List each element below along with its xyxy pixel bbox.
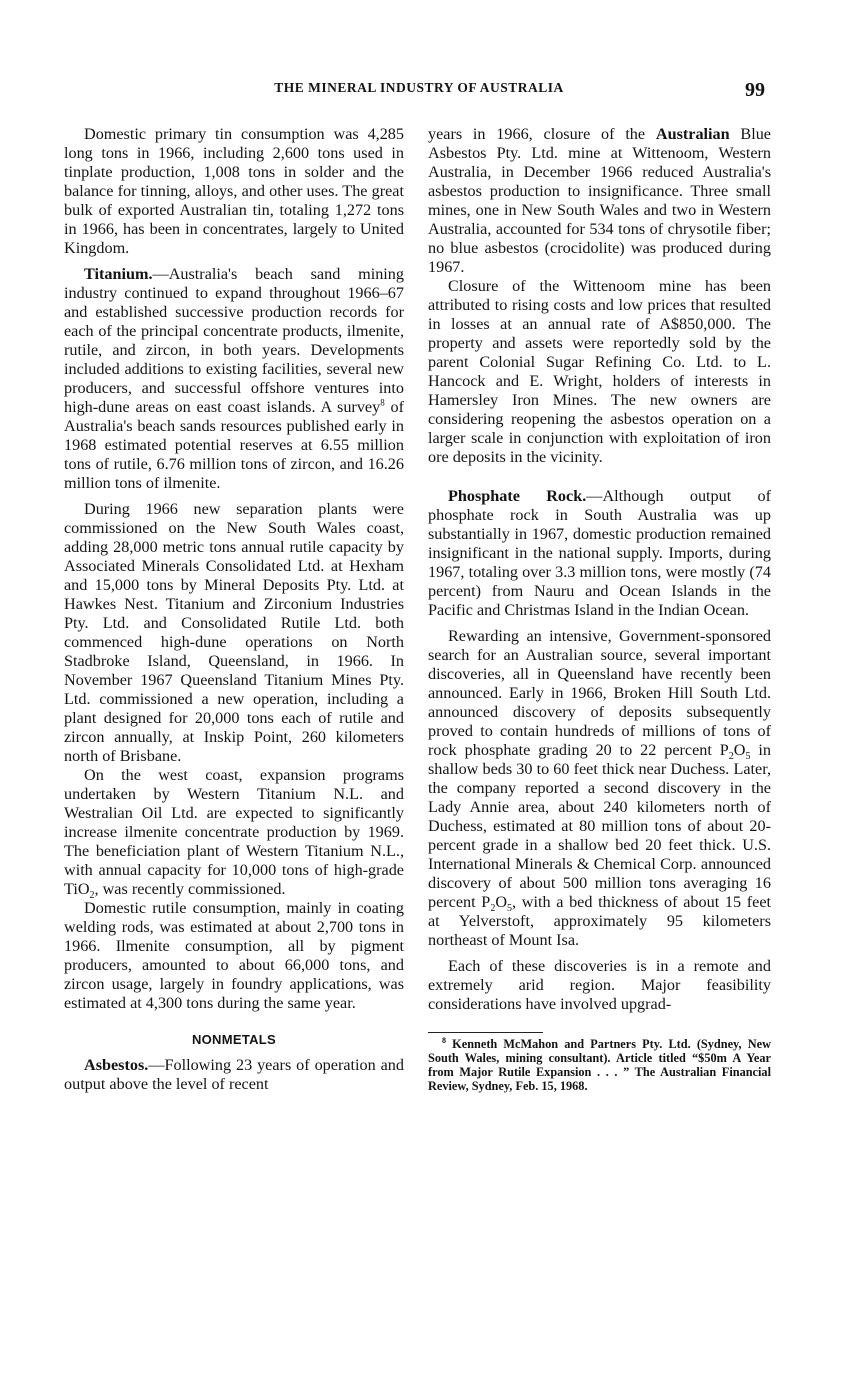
right-column [428,125,771,1093]
paragraph-titanium: Titanium.—Australia's beach sand mining industry continued to expand throughout 1966–67 and established successive production records for each of the principal concentrate products, ilmenite, rutile, and zircon, in both years. Developments included additions to existing facilities, several new producers, and successful offshore ventures into high-dune areas on east coast islands. A survey$^8$ of Australia's beach sands resources published early in 1968 estimated potential reserves at 6.55 million tons of rutile, 6.76 million tons of zircon, and 16.26 million tons of ilmenite. [64,265,404,492]
footnote: $^8$ Kenneth McMahon and Partners Pty. Ltd. (Sydney, New South Wales, mining consultant). Article titled “$50m A Year from Major Rutile Expansion . . . ” The Australian Financial Review, Sydney, Feb. 15, 1968. [428,1035,771,1093]
phosphate-heading: Phosphate Rock. [448,487,587,505]
running-title: THE MINERAL INDUSTRY OF AUSTRALIA [274,80,564,95]
paragraph-asbestos: Asbestos.—Following 23 years of operation and output above the level of recent [64,1056,404,1093]
page-number: 99 [745,79,765,101]
asbestos-heading: Asbestos. [84,1056,149,1074]
paragraph-discoveries: Rewarding an intensive, Government-sponsored search for an Australian source, several important discoveries, all in Queensland have recently been announced. Early in 1966, Broken Hill South Ltd. announced discovery of deposits subsequently proved to contain hundreds of millions of tons of rock phosphate grading 20 to 22 percent $P_2O_5$ in shallow beds 30 to 60 feet thick near Duchess. Later, the company reported a second discovery in the Lady Annie area, about 240 kilometers north of Duchess, estimated at 80 million tons of about 20-percent grade in a shallow bed 20 feet thick. U.S. International Minerals & Chemical Corp. announced discovery of about 500 million tons averaging 16 percent $P_2O_5$, with a bed thickness of about 15 feet at Yelverstoft, approximately 95 kilometers northeast of Mount Isa. [428,627,771,949]
nonmetals-heading: NONMETALS [191,1032,277,1047]
footnote-ref: 8 [380,397,385,408]
paragraph-rutile-consumption: Domestic rutile consumption, mainly in coating welding rods, was estimated at about 2,700 tons in 1966. Ilmenite consumption, all by pigment producers, amounted to about 66,000 tons, and zircon usage, largely in foundry applications, was estimated at 4,300 tons during the same year. [64,899,404,1012]
paragraph-phosphate: Phosphate Rock.—Although output of phosphate rock in South Australia was up substantially in 1967, domestic production remained insignificant in the national supply. Imports, during 1967, totaling over 3.3 million tons, were mostly (74 percent) from Nauru and Ocean Islands in the Pacific and Christmas Island in the Indian Ocean. [428,487,771,619]
paragraph-asbestos-cont: years in 1966, closure of the Australian Blue Asbestos Pty. Ltd. mine at Wittenoom, Western Australia, in December 1966 reduced Australia's asbestos production to insignificance. Three small mines, one in New South Wales and two in Western Australia, accounted for 534 tons of chrysotile fiber; no blue asbestos (crocidolite) was produced during 1967. [428,125,771,276]
paragraph-west-coast: On the west coast, expansion programs undertaken by Western Titanium N.L. and Westralian Oil Ltd. are expected to significantly increase ilmenite concentrate production by 1969. The beneficiation plant of Western Titanium N.L., with annual capacity for 10,000 tons of high-grade TiO$_2$, was recently commissioned. [64,766,404,902]
paragraph-tin-consumption: Domestic primary tin consumption was 4,285 long tons in 1966, including 2,600 tons used in tinplate production, 1,008 tons in solder and the balance for tinning, alloys, and other uses. The great bulk of exported Australian tin, totaling 1,272 tons in 1966, has been in concentrates, largely to United Kingdom. [64,125,404,257]
footnote-divider [428,1032,543,1033]
titanium-heading: Titanium. [84,265,153,283]
paragraph-remote-region: Each of these discoveries is in a remote and extremely arid region. Major feasibility considerations have involved upgrad- [428,957,771,1013]
paragraph-wittenoom: Closure of the Wittenoom mine has been attributed to rising costs and low prices that resulted in losses at an annual rate of A$850,000. The property and assets were reportedly sold by the parent Colonial Sugar Refining Co. Ltd. to L. Hancock and E. Wright, holders of interests in Hamersley Iron Mines. The new owners are considering reopening the asbestos operation on a larger scale in conjunction with exploitation of iron ore deposits in the vicinity. [428,277,771,466]
left-column [64,125,404,1094]
paragraph-separation-plants: During 1966 new separation plants were commissioned on the New South Wales coast, adding 28,000 metric tons annual rutile capacity by Associated Minerals Consolidated Ltd. at Hexham and 15,000 tons by Mineral Deposits Pty. Ltd. at Hawkes Nest. Titanium and Zirconium Industries Pty. Ltd. and Consolidated Rutile Ltd. both commenced high-dune operations on North Stadbroke Island, Queensland, in 1966. In November 1967 Queensland Titanium Mines Pty. Ltd. commissioned a new operation, including a plant designed for 20,000 tons each of rutile and zircon annually, at Inskip Point, 260 kilometers north of Brisbane. [64,500,404,765]
